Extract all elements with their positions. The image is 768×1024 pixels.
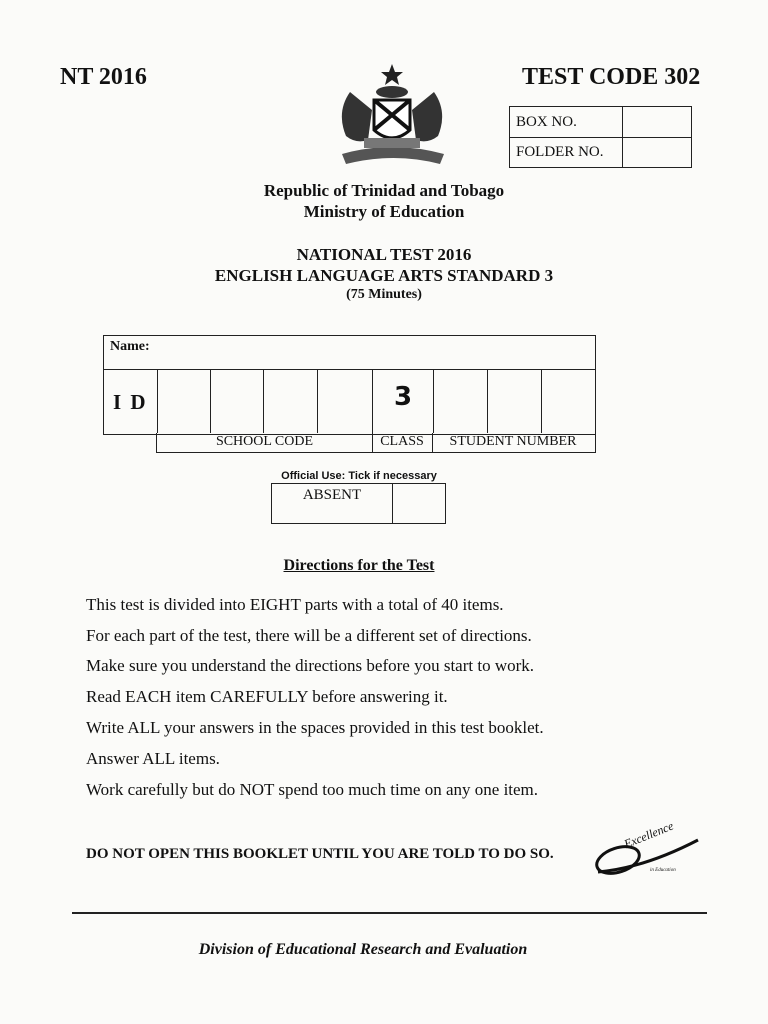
class-cell[interactable]: 3 <box>372 369 434 433</box>
ministry-title: Ministry of Education <box>303 202 465 221</box>
absent-box <box>271 483 446 524</box>
school-code-label: SCHOOL CODE <box>215 434 314 449</box>
folder-no-field[interactable] <box>623 138 692 168</box>
box-no-field[interactable] <box>623 107 692 138</box>
name-field[interactable] <box>158 340 588 366</box>
directions-heading: Directions for the Test <box>283 557 435 574</box>
id-label: I D <box>113 390 148 414</box>
student-number-label: STUDENT NUMBER <box>449 434 577 449</box>
student-number-cell-2[interactable] <box>488 369 540 433</box>
class-label: CLASS <box>380 434 424 449</box>
coat-of-arms-icon <box>330 62 456 168</box>
country-title: Republic of Trinidad and Tobago <box>263 181 505 200</box>
direction-item: Write ALL your answers in the spaces provided in this test booklet. <box>86 718 544 737</box>
direction-item: Read EACH item CAREFULLY before answering it. <box>86 687 448 706</box>
folder-no-label: FOLDER NO. <box>510 138 623 168</box>
direction-item: Make sure you understand the directions before you start to work. <box>86 656 535 675</box>
name-label: Name: <box>110 339 150 354</box>
excellence-logo-word: Excellence <box>622 818 676 851</box>
official-use-label: Official Use: Tick if necessary <box>281 470 437 482</box>
left-test-code: NT 2016 <box>60 64 147 90</box>
box-no-label: BOX NO. <box>510 107 623 138</box>
student-number-cell-1[interactable] <box>433 369 486 433</box>
footer-divider <box>72 912 707 914</box>
footer-division: Division of Educational Research and Evaluation <box>198 941 528 958</box>
direction-item: Answer ALL items. <box>86 749 220 768</box>
box-folder-table <box>509 106 692 168</box>
school-code-cell-2[interactable] <box>210 369 264 433</box>
duration: (75 Minutes) <box>346 287 422 302</box>
school-code-cell-3[interactable] <box>263 369 318 433</box>
direction-item: For each part of the test, there will be a different set of directions. <box>86 626 532 645</box>
subject-title: ENGLISH LANGUAGE ARTS STANDARD 3 <box>214 266 554 285</box>
excellence-logo <box>594 818 700 880</box>
student-number-cell-3[interactable] <box>542 369 594 433</box>
absent-label: ABSENT <box>272 484 393 524</box>
school-code-cell-1[interactable] <box>157 369 211 433</box>
do-not-open-warning: DO NOT OPEN THIS BOOKLET UNTIL YOU ARE TOLD TO DO SO. <box>86 846 554 862</box>
right-test-code: TEST CODE 302 <box>522 64 701 90</box>
excellence-logo-sub: in Education <box>650 868 676 873</box>
school-code-cell-4[interactable] <box>317 369 373 433</box>
direction-item: This test is divided into EIGHT parts with a total of 40 items. <box>86 595 504 614</box>
test-name: NATIONAL TEST 2016 <box>296 245 472 264</box>
absent-tick-box[interactable] <box>393 484 446 524</box>
direction-item: Work carefully but do NOT spend too much time on any one item. <box>86 780 539 799</box>
